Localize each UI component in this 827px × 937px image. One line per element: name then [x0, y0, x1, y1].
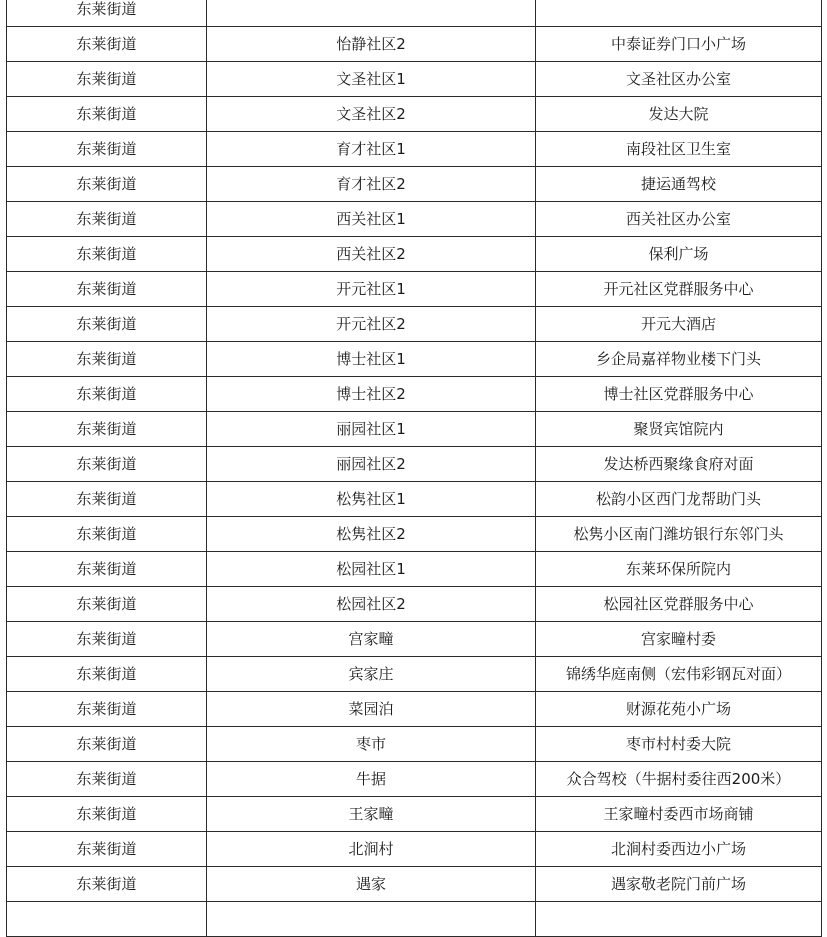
community-cell: 博士社区2	[207, 377, 536, 412]
street-cell: 东莱街道	[7, 517, 207, 552]
table-row	[7, 622, 822, 657]
street-cell: 东莱街道	[7, 797, 207, 832]
street-cell: 东莱街道	[7, 377, 207, 412]
table-row	[7, 272, 822, 307]
community-cell: 松隽社区1	[207, 482, 536, 517]
location-cell: 开元社区党群服务中心	[536, 272, 822, 307]
location-cell: 开元大酒店	[536, 307, 822, 342]
table-row	[7, 447, 822, 482]
community-cell	[207, 902, 536, 937]
street-cell: 东莱街道	[7, 202, 207, 237]
street-cell: 东莱街道	[7, 447, 207, 482]
street-cell: 东莱街道	[7, 27, 207, 62]
community-cell: 丽园社区2	[207, 447, 536, 482]
street-cell: 东莱街道	[7, 97, 207, 132]
community-cell: 西关社区2	[207, 237, 536, 272]
table-row	[7, 342, 822, 377]
table-row	[7, 27, 822, 62]
location-cell: 文圣社区办公室	[536, 62, 822, 97]
community-cell: 育才社区2	[207, 167, 536, 202]
community-cell: 开元社区2	[207, 307, 536, 342]
location-cell	[536, 902, 822, 937]
table-row	[7, 657, 822, 692]
community-cell: 文圣社区1	[207, 62, 536, 97]
street-cell: 东莱街道	[7, 62, 207, 97]
street-cell: 东莱街道	[7, 692, 207, 727]
location-cell: 发达桥西聚缘食府对面	[536, 447, 822, 482]
community-cell: 北涧村	[207, 832, 536, 867]
location-cell: 宫家疃村委	[536, 622, 822, 657]
location-cell: 松隽小区南门潍坊银行东邻门头	[536, 517, 822, 552]
community-cell: 松隽社区2	[207, 517, 536, 552]
street-cell: 东莱街道	[7, 622, 207, 657]
table-row	[7, 832, 822, 867]
location-cell: 锦绣华庭南侧（宏伟彩钢瓦对面）	[536, 657, 822, 692]
community-cell: 遇家	[207, 867, 536, 902]
street-cell: 东莱街道	[7, 132, 207, 167]
table-row	[7, 867, 822, 902]
street-cell: 东莱街道	[7, 237, 207, 272]
table-row	[7, 377, 822, 412]
site-table-body	[7, 0, 822, 937]
table-row	[7, 0, 822, 27]
street-cell: 东莱街道	[7, 482, 207, 517]
community-cell: 文圣社区2	[207, 97, 536, 132]
community-cell: 枣市	[207, 727, 536, 762]
table-row	[7, 692, 822, 727]
table-row	[7, 97, 822, 132]
community-cell: 宫家疃	[207, 622, 536, 657]
community-cell: 菜园泊	[207, 692, 536, 727]
table-row	[7, 202, 822, 237]
location-cell: 博士社区党群服务中心	[536, 377, 822, 412]
street-cell: 东莱街道	[7, 342, 207, 377]
table-row	[7, 167, 822, 202]
location-cell: 东莱环保所院内	[536, 552, 822, 587]
street-cell	[7, 902, 207, 937]
community-cell: 宾家庄	[207, 657, 536, 692]
community-cell: 西关社区1	[207, 202, 536, 237]
location-cell	[536, 0, 822, 27]
community-cell: 牛据	[207, 762, 536, 797]
location-cell: 枣市村村委大院	[536, 727, 822, 762]
community-cell: 博士社区1	[207, 342, 536, 377]
location-cell: 中泰证券门口小广场	[536, 27, 822, 62]
location-cell: 松韵小区西门龙帮助门头	[536, 482, 822, 517]
location-cell: 发达大院	[536, 97, 822, 132]
community-cell: 松园社区1	[207, 552, 536, 587]
table-row	[7, 412, 822, 447]
street-cell: 东莱街道	[7, 167, 207, 202]
street-cell: 东莱街道	[7, 867, 207, 902]
street-cell: 东莱街道	[7, 552, 207, 587]
street-cell: 东莱街道	[7, 0, 207, 27]
location-cell: 保利广场	[536, 237, 822, 272]
community-cell: 松园社区2	[207, 587, 536, 622]
community-cell: 开元社区1	[207, 272, 536, 307]
location-cell: 松园社区党群服务中心	[536, 587, 822, 622]
community-cell	[207, 0, 536, 27]
street-cell: 东莱街道	[7, 412, 207, 447]
community-cell: 丽园社区1	[207, 412, 536, 447]
site-table	[6, 0, 822, 937]
street-cell: 东莱街道	[7, 762, 207, 797]
location-cell: 众合驾校（牛据村委往西200米）	[536, 762, 822, 797]
table-row	[7, 797, 822, 832]
street-cell: 东莱街道	[7, 272, 207, 307]
location-cell: 乡企局嘉祥物业楼下门头	[536, 342, 822, 377]
table-row	[7, 237, 822, 272]
street-cell: 东莱街道	[7, 832, 207, 867]
table-row	[7, 482, 822, 517]
location-cell: 王家疃村委西市场商铺	[536, 797, 822, 832]
table-row	[7, 517, 822, 552]
location-cell: 南段社区卫生室	[536, 132, 822, 167]
table-row	[7, 727, 822, 762]
table-row	[7, 307, 822, 342]
community-cell: 怡静社区2	[207, 27, 536, 62]
street-cell: 东莱街道	[7, 727, 207, 762]
location-cell: 聚贤宾馆院内	[536, 412, 822, 447]
table-row	[7, 587, 822, 622]
street-cell: 东莱街道	[7, 657, 207, 692]
community-cell: 王家疃	[207, 797, 536, 832]
location-cell: 西关社区办公室	[536, 202, 822, 237]
street-cell: 东莱街道	[7, 587, 207, 622]
table-row	[7, 762, 822, 797]
community-cell: 育才社区1	[207, 132, 536, 167]
table-row	[7, 902, 822, 937]
street-cell: 东莱街道	[7, 307, 207, 342]
location-cell: 财源花苑小广场	[536, 692, 822, 727]
location-cell: 捷运通驾校	[536, 167, 822, 202]
location-cell: 遇家敬老院门前广场	[536, 867, 822, 902]
table-row	[7, 552, 822, 587]
table-row	[7, 62, 822, 97]
location-cell: 北涧村委西边小广场	[536, 832, 822, 867]
table-row	[7, 132, 822, 167]
